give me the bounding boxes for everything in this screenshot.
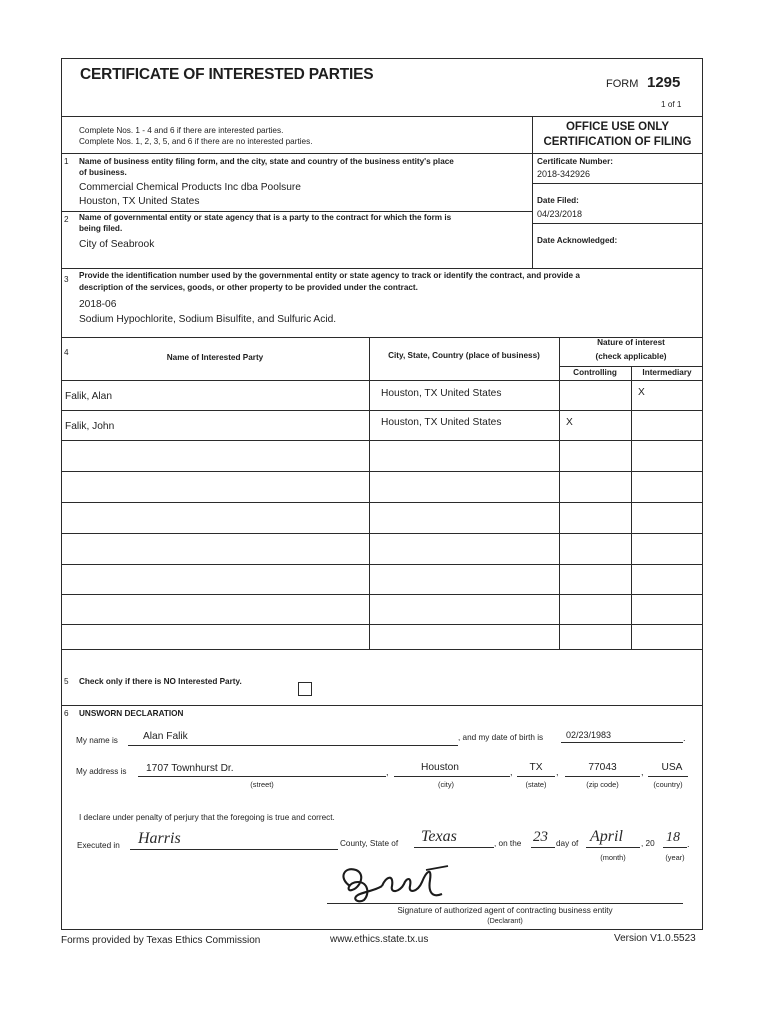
divider: [61, 211, 532, 212]
section-2-number: 2: [64, 215, 69, 224]
year-prefix: , 20: [641, 839, 655, 848]
zip-line: [565, 776, 640, 777]
row-divider: [61, 410, 703, 411]
section-2-label-cont: being filed.: [79, 224, 123, 233]
business-entity-location: Houston, TX United States: [79, 196, 200, 207]
executed-label: Executed in: [77, 841, 120, 850]
county-label: County, State of: [340, 839, 399, 848]
perjury-statement: I declare under penalty of perjury that the foregoing is true and correct.: [79, 813, 335, 822]
zip-caption: (zip code): [586, 780, 619, 789]
divider: [61, 705, 703, 706]
date-acknowledged-label: Date Acknowledged:: [537, 236, 618, 245]
contract-id: 2018-06: [79, 299, 117, 310]
form-title: CERTIFICATE OF INTERESTED PARTIES: [80, 66, 374, 83]
address-label: My address is: [76, 767, 127, 776]
row-divider: [61, 471, 703, 472]
county-line: [130, 849, 338, 850]
certificate-number: 2018-342926: [537, 169, 591, 179]
day-line: [531, 847, 555, 848]
county-handwritten: Harris: [138, 830, 181, 847]
page-indicator: 1 of 1: [661, 100, 682, 109]
year-caption: (year): [665, 853, 685, 862]
instruction-line-2: Complete Nos. 1, 2, 3, 5, and 6 if there are no interested parties.: [79, 137, 313, 146]
column-divider: [559, 337, 560, 649]
punctuation: .: [687, 839, 690, 849]
declarant-name: Alan Falik: [143, 731, 188, 742]
section-5-label: Check only if there is NO Interested Party.: [79, 677, 242, 686]
row-divider: [61, 533, 703, 534]
governmental-entity: City of Seabrook: [79, 239, 155, 250]
day-handwritten: 23: [533, 829, 548, 845]
col-header-name: Name of Interested Party: [166, 353, 264, 362]
state-hand-line: [414, 847, 494, 848]
country-caption: (country): [653, 780, 683, 789]
street-value: 1707 Townhurst Dr.: [146, 763, 234, 774]
date-filed: 04/23/2018: [537, 209, 583, 219]
divider: [532, 183, 703, 184]
column-divider: [369, 337, 370, 649]
business-entity-name: Commercial Chemical Products Inc dba Poolsure: [79, 182, 301, 193]
col-header-controlling: Controlling: [573, 368, 617, 377]
section-6-title: UNSWORN DECLARATION: [79, 709, 184, 718]
signature-caption: Signature of authorized agent of contracting business entity: [397, 906, 613, 915]
divider: [61, 153, 532, 154]
section-6-number: 6: [64, 709, 69, 718]
signature-image: [330, 860, 460, 906]
party-name: Falik, John: [65, 421, 115, 432]
footer-left: Forms provided by Texas Ethics Commission: [61, 935, 261, 946]
row-divider: [61, 502, 703, 503]
city-value: Houston: [421, 762, 459, 773]
zip-value: 77043: [588, 762, 617, 773]
name-label: My name is: [76, 736, 118, 745]
section-1-label-cont: of business.: [79, 168, 127, 177]
certificate-number-label: Certificate Number:: [537, 157, 613, 166]
month-line: [586, 847, 640, 848]
signature-line: [327, 903, 683, 904]
city-caption: (city): [437, 780, 454, 789]
form-label: FORM: [606, 78, 639, 90]
punctuation: ,: [556, 767, 559, 777]
column-divider: [631, 366, 632, 649]
punctuation: ,: [641, 767, 644, 777]
month-handwritten: April: [590, 828, 623, 845]
row-divider: [61, 594, 703, 595]
declarant-caption: (Declarant): [487, 916, 523, 925]
street-line: [138, 776, 386, 777]
year-handwritten: 18: [666, 830, 680, 845]
country-line: [648, 776, 688, 777]
state-value: TX: [529, 762, 543, 773]
controlling-mark: X: [566, 417, 573, 428]
city-line: [394, 776, 510, 777]
row-divider: [61, 380, 703, 381]
country-value: USA: [661, 762, 683, 773]
section-5-number: 5: [64, 677, 69, 686]
no-interested-party-checkbox[interactable]: [298, 682, 312, 696]
party-location: Houston, TX United States: [381, 417, 502, 428]
on-the-label: , on the: [494, 839, 522, 848]
punctuation: .: [683, 733, 686, 743]
divider: [61, 268, 703, 269]
year-line: [663, 847, 687, 848]
section-2-label: Name of governmental entity or state agency that is a party to the contract for which the form is: [79, 213, 452, 222]
state-caption: (state): [525, 780, 547, 789]
footer-link[interactable]: www.ethics.state.tx.us: [330, 934, 429, 945]
instruction-line-1: Complete Nos. 1 - 4 and 6 if there are interested parties.: [79, 126, 284, 135]
divider: [532, 153, 703, 154]
state-handwritten: Texas: [421, 828, 457, 845]
punctuation: ,: [510, 767, 513, 777]
street-caption: (street): [250, 780, 274, 789]
dob-line: [561, 742, 683, 743]
name-line: [128, 745, 458, 746]
section-1-label: Name of business entity filing form, and the city, state and country of the business entity's place: [79, 157, 454, 166]
row-divider: [61, 440, 703, 441]
footer-version: Version V1.0.5523: [614, 933, 696, 944]
col-header-city: City, State, Country (place of business): [388, 351, 540, 360]
dob-label: , and my date of birth is: [458, 733, 544, 742]
certification-title: CERTIFICATION OF FILING: [543, 136, 692, 148]
date-filed-label: Date Filed:: [537, 196, 579, 205]
month-caption: (month): [600, 853, 626, 862]
state-line: [517, 776, 555, 777]
party-name: Falik, Alan: [65, 391, 112, 402]
punctuation: ,: [386, 767, 389, 777]
section-3-label: Provide the identification number used by the governmental entity or state agency to track or identify the contract, and provide a: [79, 271, 580, 280]
office-use-title: OFFICE USE ONLY: [565, 121, 670, 133]
section-4-number: 4: [64, 348, 69, 357]
col-header-nature: Nature of interest: [597, 338, 665, 347]
row-divider: [61, 649, 703, 650]
date-of-birth: 02/23/1983: [566, 730, 612, 740]
row-divider: [61, 624, 703, 625]
col-header-intermediary: Intermediary: [642, 368, 692, 377]
day-of-label: day of: [556, 839, 579, 848]
col-header-nature-sub: (check applicable): [595, 352, 667, 361]
divider: [61, 116, 703, 117]
intermediary-mark: X: [638, 387, 645, 398]
section-3-label-cont: description of the services, goods, or other property to be provided under the contract.: [79, 283, 418, 292]
form-number: 1295: [647, 74, 681, 91]
row-divider: [61, 564, 703, 565]
party-location: Houston, TX United States: [381, 388, 502, 399]
divider: [532, 223, 703, 224]
contract-description: Sodium Hypochlorite, Sodium Bisulfite, and Sulfuric Acid.: [79, 314, 337, 325]
section-1-number: 1: [64, 157, 69, 166]
section-3-number: 3: [64, 275, 69, 284]
